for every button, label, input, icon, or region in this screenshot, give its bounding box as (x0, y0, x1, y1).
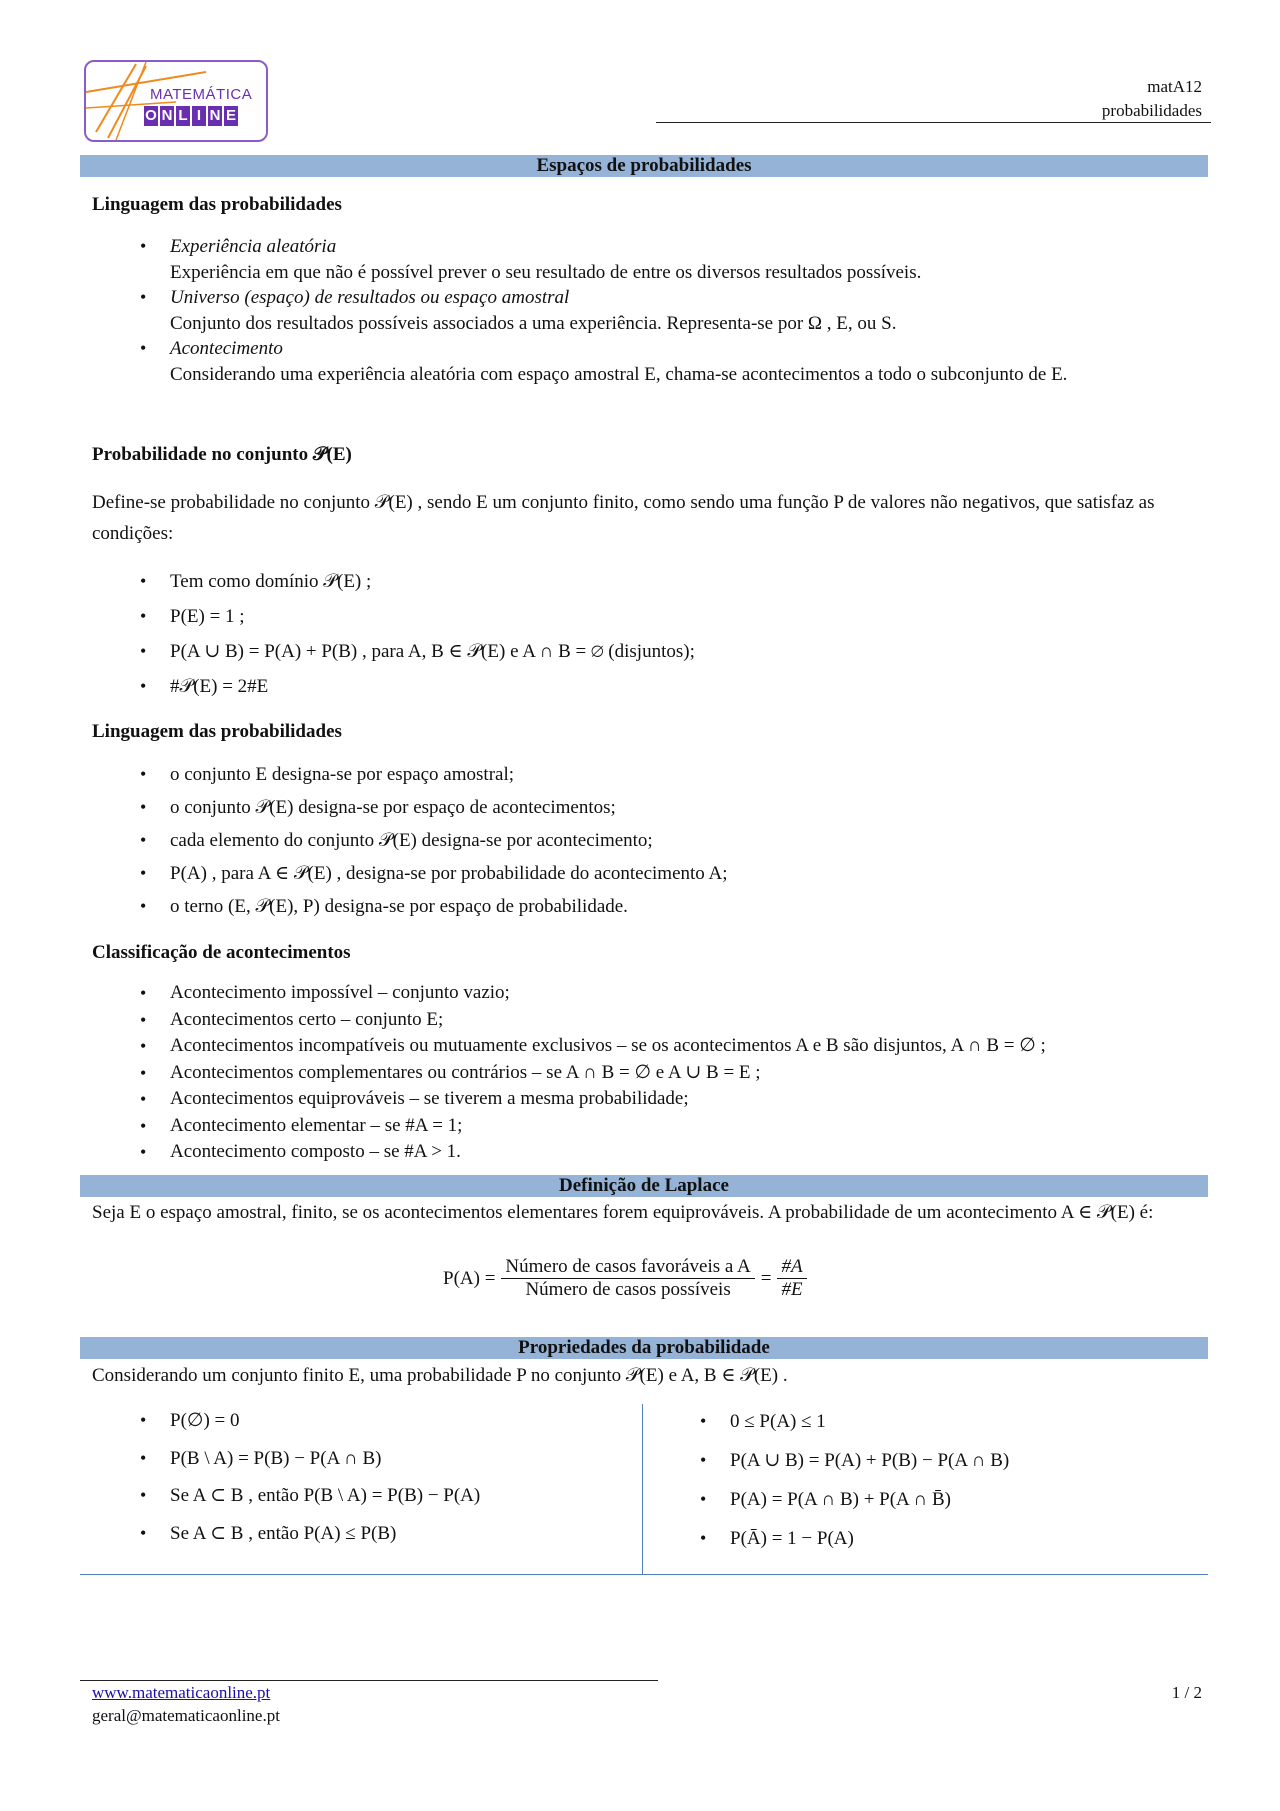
logo-letter: E (225, 107, 236, 124)
section-title-laplace: Definição de Laplace (80, 1175, 1208, 1197)
header-rule (656, 122, 1211, 123)
definition: Experiência em que não é possível prever o seu resultado de entre os diversos resultados possíveis. (170, 261, 922, 283)
list-item: • #𝒫(E) = 2#E (92, 669, 695, 704)
formula-lhs: P(A) = (443, 1267, 496, 1289)
footer-email: geral@matematicaonline.pt (92, 1706, 280, 1725)
list-item: • Acontecimento elementar – se #A = 1; (92, 1113, 1212, 1140)
footer-rule (80, 1680, 658, 1681)
list-item: • P(E) = 1 ; (92, 599, 695, 634)
list-item: • P(A) = P(A ∩ B) + P(A ∩ B̄) (652, 1480, 1009, 1519)
definitions-list (92, 234, 1212, 387)
section-bottom-rule (80, 1574, 1208, 1575)
properties-right (652, 1402, 1009, 1558)
logo-letter: N (209, 107, 221, 124)
logo-letter: O (145, 107, 157, 124)
laplace-formula (443, 1256, 807, 1301)
logo-letter: N (161, 107, 173, 124)
list-item: • P(A ∪ B) = P(A) + P(B) , para A, B ∈ 𝒫(E) e A ∩ B = ∅ (disjuntos); (92, 634, 695, 669)
fraction (501, 1256, 754, 1301)
denominator: #E (781, 1279, 803, 1300)
classification-list (92, 980, 1212, 1166)
heading-classificacao: Classificação de acontecimentos (92, 942, 351, 963)
list-item: • Acontecimentos certo – conjunto E; (92, 1007, 1212, 1034)
definition: Considerando uma experiência aleatória com espaço amostral E, chama-se acontecimentos a todo o subconjunto de E. (170, 363, 1068, 385)
list-item: • Acontecimentos incompatíveis ou mutuamente exclusivos – se os acontecimentos A e B são disjuntos, A ∩ B = ∅ ; (92, 1033, 1212, 1060)
list-item: • Acontecimentos equiprováveis – se tiverem a mesma probabilidade; (92, 1086, 1212, 1113)
list-item: • Se A ⊂ B , então P(B \ A) = P(B) − P(A) (92, 1477, 480, 1515)
fraction (777, 1256, 806, 1301)
prob-intro: Define-se probabilidade no conjunto 𝒫(E) , sendo E um conjunto finito, como sendo uma função P de valores não negativos, que satisfaz as condições: (92, 492, 1155, 544)
course-label: matA12 (1147, 77, 1202, 96)
properties-intro: Considerando um conjunto finito E, uma probabilidade P no conjunto 𝒫(E) e A, B ∈ 𝒫(E) . (92, 1365, 788, 1386)
list-item: • Tem como domínio 𝒫(E) ; (92, 564, 695, 599)
section-title-propriedades: Propriedades da probabilidade (80, 1337, 1208, 1359)
laplace-text: Seja E o espaço amostral, finito, se os acontecimentos elementares forem equiprováveis. A probabilidade de um acontecimento A ∈ 𝒫(E) é: (92, 1202, 1154, 1223)
list-item: • P(A) , para A ∈ 𝒫(E) , designa-se por probabilidade do acontecimento A; (92, 857, 728, 890)
topic-label: probabilidades (1101, 101, 1202, 120)
numerator: Número de casos favoráveis a A (501, 1256, 754, 1279)
list-item: • P(∅) = 0 (92, 1402, 480, 1440)
list-item: • Acontecimento impossível – conjunto vazio; (92, 980, 1212, 1007)
term: Acontecimento (170, 338, 283, 359)
denominator: Número de casos possíveis (525, 1279, 731, 1300)
logo-online (144, 106, 238, 126)
properties-left (92, 1402, 480, 1552)
list-item: • P(A ∪ B) = P(A) + P(B) − P(A ∩ B) (652, 1441, 1009, 1480)
language-list (92, 758, 728, 923)
list-item: • Se A ⊂ B , então P(A) ≤ P(B) (92, 1515, 480, 1553)
list-item: • P(Ā) = 1 − P(A) (652, 1519, 1009, 1558)
list-item: • 0 ≤ P(A) ≤ 1 (652, 1402, 1009, 1441)
list-item: • Acontecimento composto – se #A > 1. (92, 1139, 1212, 1166)
footer-website-link[interactable]: www.matematicaonline.pt (92, 1683, 271, 1702)
heading-linguagem: Linguagem das probabilidades (92, 194, 342, 215)
logo (84, 60, 268, 142)
logo-text: MATEMÁTICA (150, 86, 253, 103)
list-item: • Acontecimentos complementares ou contrários – se A ∩ B = ∅ e A ∪ B = E ; (92, 1060, 1212, 1087)
list-item: • o conjunto E designa-se por espaço amostral; (92, 758, 728, 791)
term: Universo (espaço) de resultados ou espaço amostral (170, 287, 570, 308)
conditions-list (92, 564, 695, 704)
numerator: #A (777, 1256, 806, 1279)
list-item: • P(B \ A) = P(B) − P(A ∩ B) (92, 1440, 480, 1478)
section-title-espacos: Espaços de probabilidades (80, 155, 1208, 177)
equals: = (760, 1267, 772, 1289)
list-item: • o terno (E, 𝒫(E), P) designa-se por espaço de probabilidade. (92, 890, 728, 923)
list-item: • o conjunto 𝒫(E) designa-se por espaço de acontecimentos; (92, 791, 728, 824)
list-item (92, 285, 1212, 336)
heading-linguagem-2: Linguagem das probabilidades (92, 721, 342, 742)
list-item (92, 234, 1212, 285)
page-number: 1 / 2 (1171, 1683, 1202, 1702)
heading-probabilidade-conjunto: Probabilidade no conjunto 𝒫(E) (92, 444, 352, 465)
term: Experiência aleatória (170, 236, 337, 257)
list-item: • cada elemento do conjunto 𝒫(E) designa-se por acontecimento; (92, 824, 728, 857)
logo-letter: I (192, 106, 206, 126)
column-divider (642, 1404, 643, 1574)
list-item (92, 336, 1212, 387)
definition: Conjunto dos resultados possíveis associados a uma experiência. Representa-se por Ω , E, ou S. (170, 312, 897, 334)
logo-letter: L (176, 106, 190, 126)
